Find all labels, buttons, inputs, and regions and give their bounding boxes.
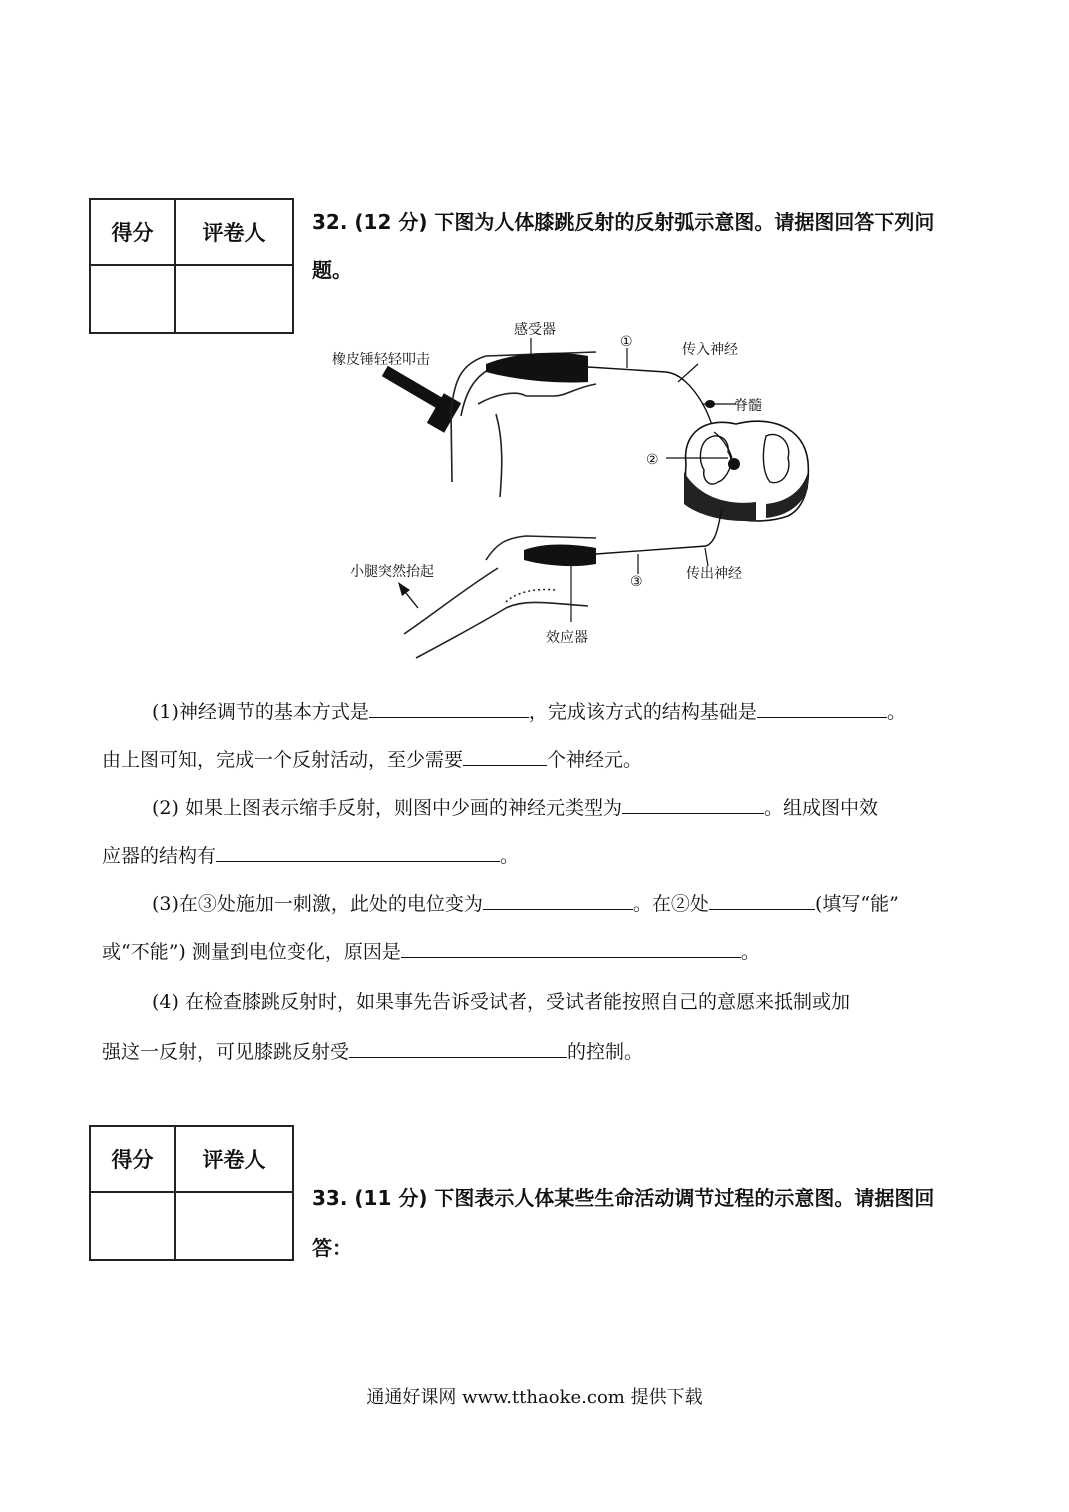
q32-p1c: 。 [886, 701, 906, 723]
q32-part4-line1 [102, 978, 972, 1026]
afferent-nerve [588, 367, 714, 432]
answer-blank-5[interactable] [216, 839, 500, 862]
page-footer: 通通好课网 www.tthaoke.com 提供下载 [366, 1387, 703, 1408]
label-efferent: 传出神经 [686, 566, 742, 582]
label-leg-up: 小腿突然抬起 [350, 564, 434, 580]
label-num3: ③ [630, 574, 643, 590]
reviewer-header: 评卷人 [175, 199, 293, 265]
label-num1: ① [620, 334, 633, 350]
q32-p1e: 个神经元。 [547, 749, 643, 771]
q32-p3a: (3)在③处施加一刺激，此处的电位变为 [152, 893, 483, 915]
q32-title-line1: 32. (12 分) 下图为人体膝跳反射的反射弧示意图。请据图回答下列问 [312, 210, 935, 234]
label-effector: 效应器 [546, 630, 588, 646]
reflex-arc-diagram [326, 312, 816, 674]
label-afferent: 传入神经 [682, 342, 738, 358]
spinal-cord-section [684, 421, 808, 521]
score-cell [90, 265, 175, 333]
efferent-nerve [596, 508, 722, 554]
q32-title-line2: 题。 [312, 258, 352, 282]
q32-part4-line2 [102, 1028, 972, 1076]
label-hammer: 橡皮锤轻轻叩击 [332, 352, 430, 368]
answer-blank-8[interactable] [401, 935, 741, 958]
q32-p4b: 强这一反射，可见膝跳反射受 [102, 1041, 350, 1063]
label-num2: ② [646, 452, 659, 468]
answer-blank-6[interactable] [483, 887, 633, 910]
q32-p1b: ，完成该方式的结构基础是 [528, 701, 757, 723]
reviewer-cell [175, 1192, 293, 1260]
q32-p4c: 的控制。 [567, 1041, 644, 1063]
score-header: 得分 [90, 1126, 175, 1192]
q32-part3-line2 [102, 928, 972, 976]
q32-p2a: (2) 如果上图表示缩手反射，则图中少画的神经元类型为 [152, 797, 622, 819]
answer-blank-2[interactable] [757, 695, 887, 718]
answer-blank-7[interactable] [709, 887, 815, 910]
q33-title-line1: 33. (11 分) 下图表示人体某些生命活动调节过程的示意图。请据图回 [312, 1186, 935, 1210]
reviewer-header: 评卷人 [175, 1126, 293, 1192]
label-spinal-cord: 脊髓 [734, 398, 762, 414]
score-table-2 [89, 1125, 294, 1261]
receptor-shape [486, 353, 588, 383]
q32-part1-line2 [102, 736, 972, 784]
answer-blank-3[interactable] [463, 743, 547, 766]
q32-p1a: (1)神经调节的基本方式是 [152, 701, 369, 723]
q32-part1-line1 [102, 688, 972, 736]
effector-shape [524, 545, 596, 567]
score-table-1 [89, 198, 294, 334]
score-cell [90, 1192, 175, 1260]
score-header: 得分 [90, 199, 175, 265]
q32-p2b: 。组成图中效 [763, 797, 878, 819]
q32-p3d: 或“不能”) 测量到电位变化，原因是 [102, 941, 401, 963]
answer-blank-4[interactable] [622, 791, 764, 814]
answer-blank-9[interactable] [349, 1035, 567, 1058]
q32-part2-line1 [102, 784, 972, 832]
q32-part3-line1 [102, 880, 972, 928]
leg-raise-arrow [398, 582, 418, 608]
q32-p3b: 。在②处 [632, 893, 709, 915]
q32-p2d: 。 [500, 845, 520, 867]
label-receptor: 感受器 [514, 322, 556, 338]
q33-title-line2: 答： [312, 1236, 352, 1260]
reviewer-cell [175, 265, 293, 333]
answer-blank-1[interactable] [369, 695, 529, 718]
q32-p3c: (填写“能” [814, 893, 899, 915]
q32-p1d: 由上图可知，完成一个反射活动，至少需要 [102, 749, 464, 771]
q32-part2-line2 [102, 832, 972, 880]
q32-p3e: 。 [740, 941, 760, 963]
q32-p4a: (4) 在检查膝跳反射时，如果事先告诉受试者，受试者能按照自己的意愿来抵制或加 [152, 991, 850, 1013]
q32-p2c: 应器的结构有 [102, 845, 217, 867]
